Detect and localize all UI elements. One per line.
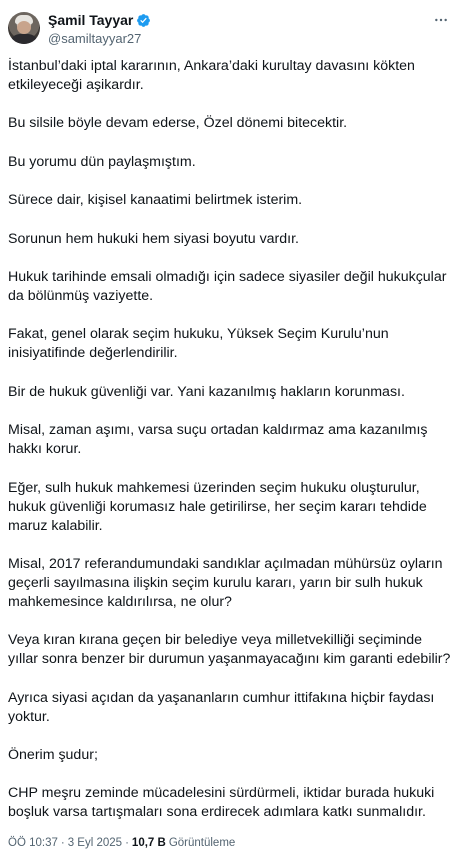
avatar[interactable] [8, 12, 40, 44]
tweet-paragraph: Bu silsile böyle devam ederse, Özel dönemi bitecektir. [8, 115, 348, 132]
tweet-paragraph: Veya kıran kırana geçen bir belediye veya milletvekilliği seçiminde yıllar sonra benzer bir durumun yaşanmayacağını kim garanti edebilir? [8, 632, 451, 668]
tweet-paragraph: CHP meşru zeminde mücadelesini sürdürmeli, iktidar burada hukuki boşluk varsa tartışmaları sona erdirecek adımlara katkı sunmalıdır. [8, 785, 439, 821]
tweet-paragraph: Misal, 2017 referandumundaki sandıklar açılmadan mühürsüz oyların geçerli sayılmasına ilişkin seçim kurulu kararı, yarın bir sulh hukuk mahkemesince kaldırılırsa, ne olur? [8, 555, 447, 610]
tweet-date[interactable]: 3 Eyl 2025 [67, 837, 123, 849]
tweet-paragraph: Sürece dair, kişisel kanaatimi belirtmek isterim. [8, 192, 303, 209]
author-names [48, 12, 151, 47]
author-handle[interactable]: @samiltayyar27 [48, 31, 142, 46]
more-horizontal-icon [433, 12, 449, 33]
tweet-paragraph: Ayrıca siyasi açıdan da yaşananların cumhur ittifakına hiçbir faydası yoktur. [8, 689, 439, 725]
meta-separator: · [60, 837, 65, 849]
tweet-text [8, 57, 455, 842]
tweet-paragraph: Bir de hukuk güvenliği var. Yani kazanılmış hakların korunması. [8, 383, 405, 400]
tweet-meta [8, 837, 235, 849]
name-row [48, 12, 151, 29]
tweet-paragraph: Önerim şudur; [8, 747, 98, 764]
tweet-paragraph: İstanbul’daki iptal kararının, Ankara’daki kurultay davasını kökten etkileyeceği aşikardır. [8, 58, 419, 93]
views-count: 10,7 B [131, 837, 166, 849]
tweet-paragraph: Sorunun hem hukuki hem siyasi boyutu vardır. [8, 230, 299, 247]
views-label: Görüntüleme [168, 837, 236, 849]
tweet-paragraph: Bu yorumu dün paylaşmıştım. [8, 153, 196, 170]
author-display-name[interactable]: Şamil Tayyar [48, 12, 134, 28]
tweet-paragraph: Hukuk tarihinde emsali olmadığı için sadece siyasiler değil hukukçular da bölünmüş vaziyette. [8, 268, 451, 304]
more-options-button[interactable] [429, 10, 453, 34]
verified-badge-icon[interactable] [136, 13, 151, 28]
tweet-paragraph: Misal, zaman aşımı, varsa suçu ortadan kaldırmaz ama kazanılmış hakkı korur. [8, 422, 432, 458]
tweet-paragraph: Fakat, genel olarak seçim hukuku, Yüksek Seçim Kurulu’nun inisiyatifinde değerlendirilir. [8, 326, 393, 362]
tweet-time[interactable]: ÖÖ 10:37 [8, 837, 58, 849]
tweet-paragraph: Eğer, sulh hukuk mahkemesi üzerinden seçim hukuku oluşturulur, hukuk güvenliği korumasız hale getirilirse, her seçim kararı tehdide maruz kalabilir. [8, 479, 431, 534]
tweet-header [8, 10, 457, 50]
meta-separator: · [125, 837, 129, 849]
